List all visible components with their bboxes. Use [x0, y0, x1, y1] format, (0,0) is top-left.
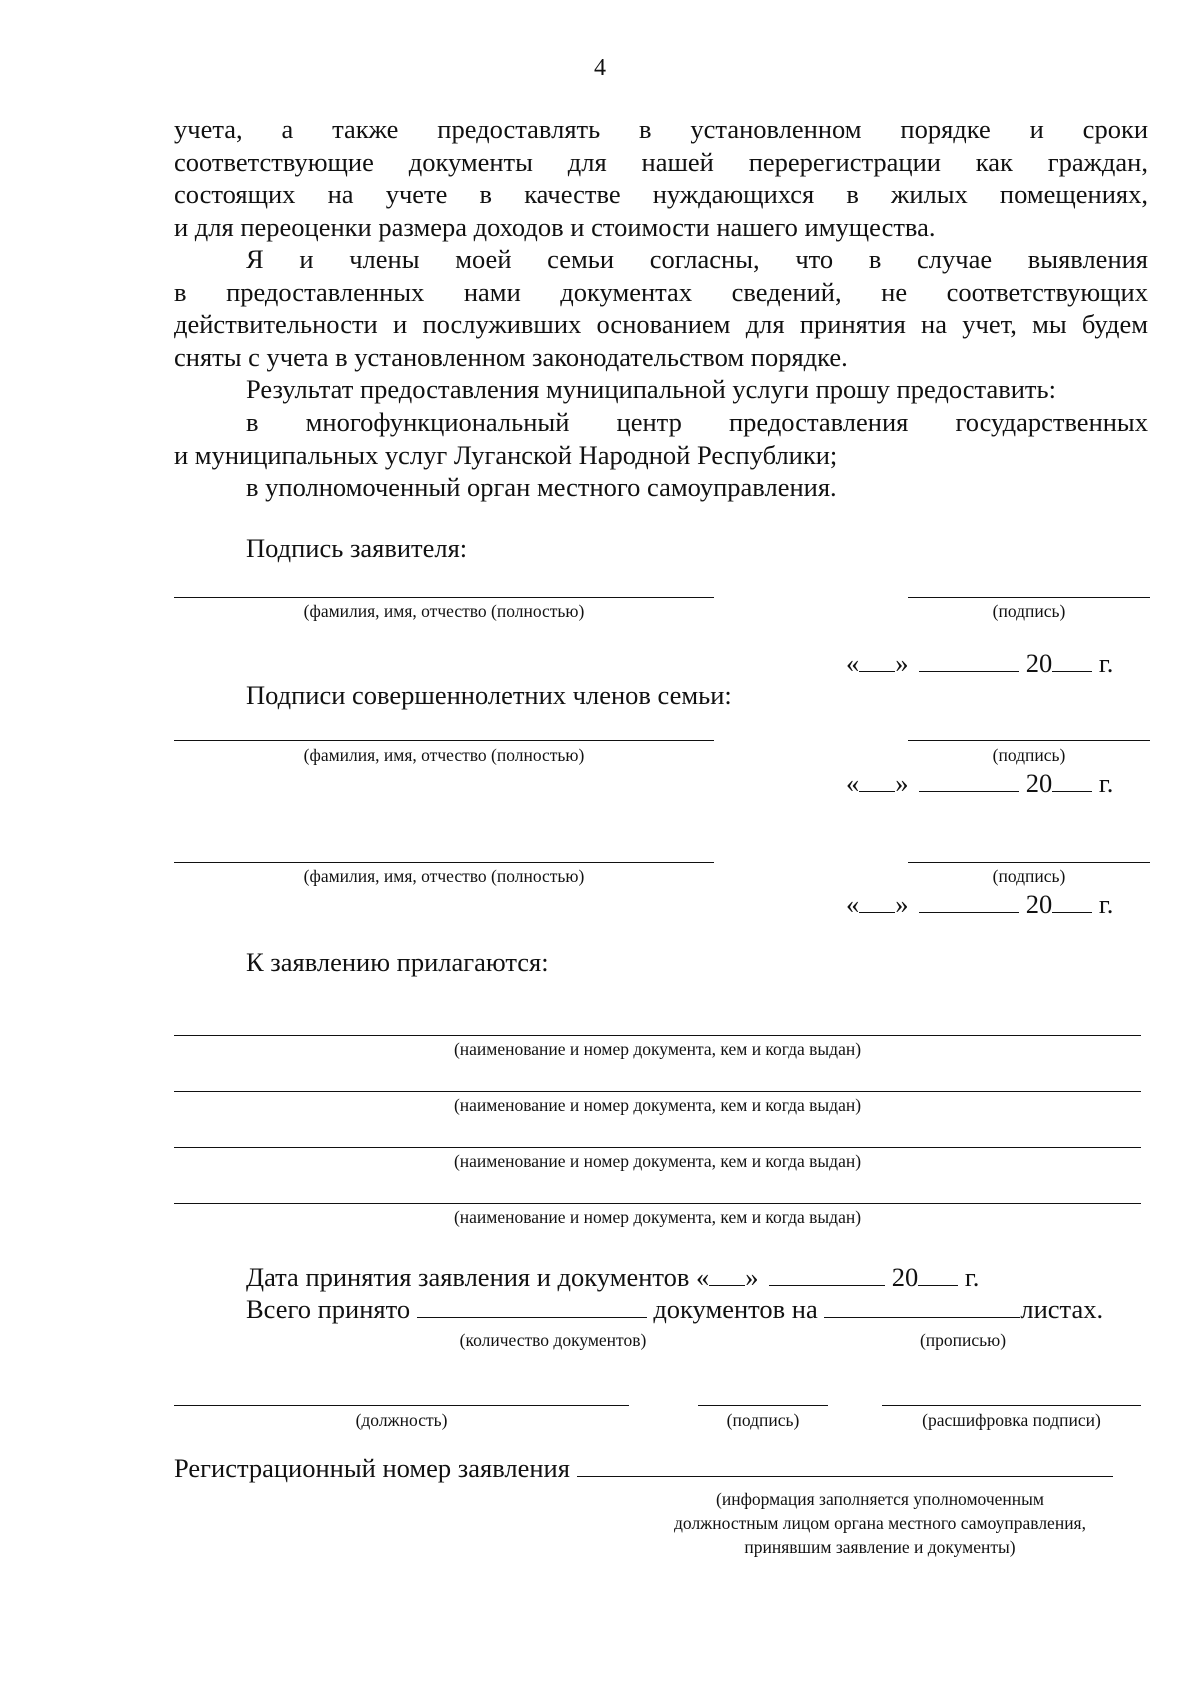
- registration-note: [600, 1487, 1160, 1559]
- close-quote: »: [895, 889, 909, 919]
- attachment-caption-2: (наименование и номер документа, кем и когда выдан): [453, 1095, 862, 1115]
- year-blank[interactable]: [1052, 890, 1092, 913]
- paragraph-4-line: и муниципальных услуг Луганской Народной Республики;: [174, 439, 838, 470]
- day-blank[interactable]: [859, 769, 895, 792]
- open-quote: «: [846, 768, 860, 798]
- close-quote: »: [895, 768, 909, 798]
- attachment-caption-4: (наименование и номер документа, кем и когда выдан): [453, 1207, 862, 1227]
- officer-decode-line[interactable]: [882, 1405, 1141, 1406]
- year-suffix: г.: [1098, 889, 1114, 919]
- month-blank[interactable]: [919, 769, 1019, 792]
- applicant-date-line: [846, 648, 1113, 679]
- attachment-line-4[interactable]: [174, 1203, 1141, 1204]
- applicant-heading: Подпись заявителя:: [246, 533, 468, 563]
- month-blank[interactable]: [919, 890, 1019, 913]
- attachment-line-2[interactable]: [174, 1091, 1141, 1092]
- attachment-caption-1: (наименование и номер документа, кем и когда выдан): [453, 1039, 862, 1059]
- family-fio-line-2[interactable]: [174, 862, 714, 863]
- applicant-fio-line[interactable]: [174, 597, 714, 598]
- applicant-fio-caption: (фамилия, имя, отчество (полностью): [303, 601, 585, 621]
- family-sign-caption-1: (подпись): [992, 745, 1066, 765]
- paragraph-1-line: и для переоценки размера доходов и стоимости нашего имущества.: [174, 211, 936, 242]
- total-middle: документов на: [653, 1294, 818, 1324]
- family-sign-line-2[interactable]: [908, 862, 1150, 863]
- year-prefix: 20: [1025, 648, 1053, 678]
- attachment-line-1[interactable]: [174, 1035, 1141, 1036]
- day-blank[interactable]: [859, 890, 895, 913]
- family-fio-caption-1: (фамилия, имя, отчество (полностью): [303, 745, 585, 765]
- month-blank[interactable]: [769, 1263, 885, 1286]
- paragraph-2-line: сняты с учета в установленном законодательством порядке.: [174, 341, 848, 372]
- attachment-caption-3: (наименование и номер документа, кем и когда выдан): [453, 1151, 862, 1171]
- acceptance-total-row: [246, 1294, 1103, 1325]
- applicant-sign-caption: (подпись): [992, 601, 1066, 621]
- month-blank[interactable]: [919, 649, 1019, 672]
- family-sign-caption-2: (подпись): [992, 866, 1066, 886]
- year-suffix: г.: [1098, 768, 1114, 798]
- year-suffix: г.: [1098, 648, 1114, 678]
- close-quote: »: [745, 1262, 759, 1292]
- registration-note-line: принявшим заявление и документы): [744, 1537, 1016, 1557]
- registration-row: [174, 1453, 1113, 1484]
- total-prefix: Всего принято: [246, 1294, 411, 1324]
- open-quote: «: [696, 1262, 710, 1292]
- year-prefix: 20: [1025, 768, 1053, 798]
- registration-note-line: должностным лицом органа местного самоуправления,: [674, 1513, 1086, 1533]
- paragraph-3: [174, 373, 1148, 406]
- total-suffix: листах.: [1020, 1294, 1104, 1324]
- officer-position-caption: (должность): [355, 1410, 448, 1430]
- attachment-line-3[interactable]: [174, 1147, 1141, 1148]
- family-heading: Подписи совершеннолетних членов семьи:: [246, 680, 732, 710]
- officer-sign-caption: (подпись): [726, 1410, 800, 1430]
- page-number: 4: [594, 55, 606, 81]
- paragraph-5-line: в уполномоченный орган местного самоуправления.: [246, 472, 837, 502]
- paragraph-1: [174, 113, 1148, 243]
- paragraph-1-line: состоящих на учете в качестве нуждающихся в жилых помещениях,: [174, 179, 1148, 209]
- acceptance-date-row: [246, 1262, 979, 1293]
- registration-note-line: (информация заполняется уполномоченным: [716, 1489, 1044, 1509]
- paragraph-4: [174, 406, 1148, 471]
- paragraph-2-line: действительности и послуживших основанием для принятия на учет, мы будем: [174, 309, 1148, 339]
- open-quote: «: [846, 648, 860, 678]
- open-quote: «: [846, 889, 860, 919]
- paragraph-2-line: Я и члены моей семьи согласны, что в случае выявления: [246, 244, 1148, 274]
- applicant-sign-line[interactable]: [908, 597, 1150, 598]
- officer-position-line[interactable]: [174, 1405, 629, 1406]
- year-suffix: г.: [964, 1262, 980, 1292]
- family-fio-line-1[interactable]: [174, 740, 714, 741]
- close-quote: »: [895, 648, 909, 678]
- paragraph-2-line: в предоставленных нами документах сведений, не соответствующих: [174, 276, 1148, 307]
- family-date-line-1: [846, 768, 1113, 799]
- registration-number-blank[interactable]: [577, 1454, 1113, 1477]
- documents-count-blank[interactable]: [417, 1295, 647, 1318]
- year-prefix: 20: [891, 1262, 919, 1292]
- paragraph-5: [174, 471, 1148, 504]
- paragraph-1-line: соответствующие документы для нашей перерегистрации как граждан,: [174, 146, 1148, 177]
- acceptance-date-label: Дата принятия заявления и документов: [246, 1262, 690, 1292]
- officer-decode-caption: (расшифровка подписи): [922, 1410, 1101, 1430]
- year-prefix: 20: [1025, 889, 1053, 919]
- words-caption: (прописью): [919, 1330, 1007, 1350]
- count-caption: (количество документов): [459, 1330, 647, 1350]
- family-sign-line-1[interactable]: [908, 740, 1150, 741]
- paragraph-4-line: в многофункциональный центр предоставления государственных: [246, 407, 1148, 437]
- attachments-heading: К заявлению прилагаются:: [246, 947, 549, 977]
- paragraph-3-line: Результат предоставления муниципальной услуги прошу предоставить:: [246, 374, 1056, 404]
- registration-label: Регистрационный номер заявления: [174, 1453, 570, 1483]
- family-date-line-2: [846, 889, 1113, 920]
- sheets-count-blank[interactable]: [824, 1295, 1020, 1318]
- year-blank[interactable]: [1052, 769, 1092, 792]
- officer-sign-line[interactable]: [698, 1405, 828, 1406]
- day-blank[interactable]: [859, 649, 895, 672]
- paragraph-2: [174, 243, 1148, 373]
- year-blank[interactable]: [918, 1263, 958, 1286]
- year-blank[interactable]: [1052, 649, 1092, 672]
- paragraph-1-line: учета, а также предоставлять в установленном порядке и сроки: [174, 114, 1148, 144]
- family-fio-caption-2: (фамилия, имя, отчество (полностью): [303, 866, 585, 886]
- day-blank[interactable]: [709, 1263, 745, 1286]
